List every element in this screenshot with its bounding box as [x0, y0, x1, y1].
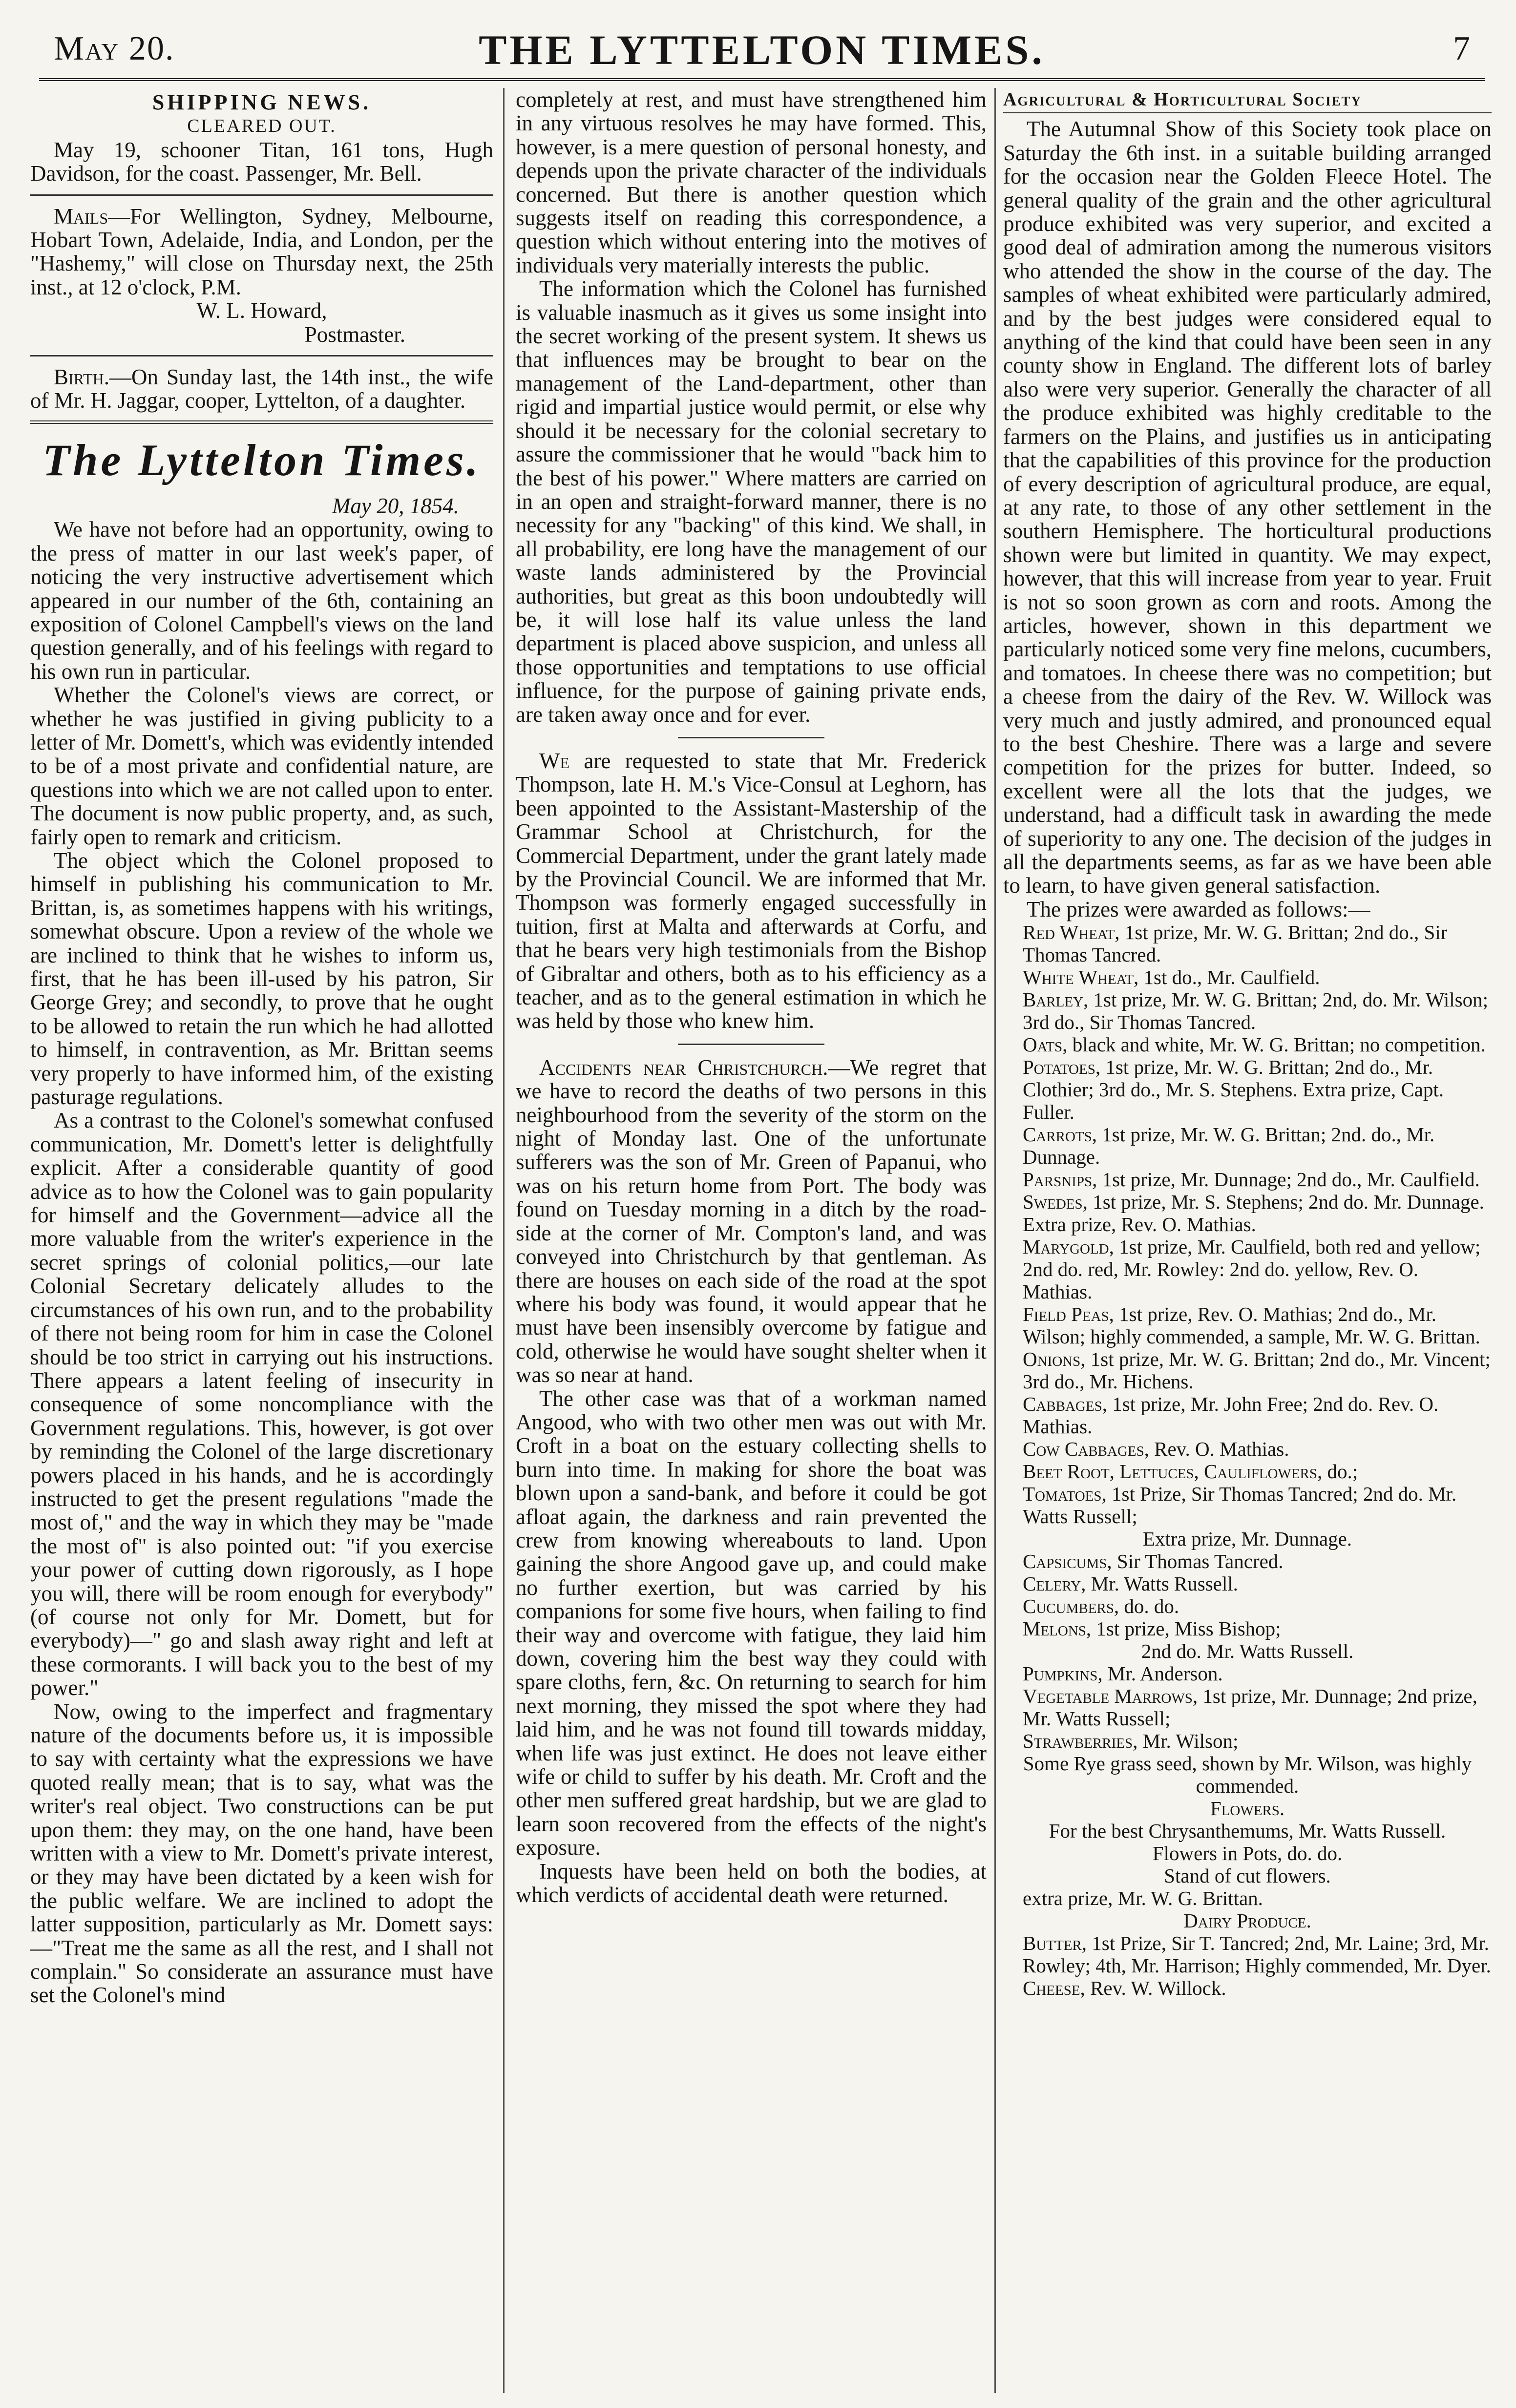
prize-entry [1003, 1348, 1492, 1393]
postmaster-title: Postmaster. [304, 322, 405, 347]
prize-item: Celery, [1023, 1572, 1086, 1595]
page-number: 7 [1453, 30, 1470, 67]
flowers-entry: Flowers in Pots, do. do. [1152, 1842, 1343, 1865]
editorial-paragraph: Whether the Colonel's views are correct, or whether he was justified in giving publicity to a letter of Mr. Domett's, which was evidently intended to be of a most private and confidential nature, are questions into which we are not called upon to enter. The document is now public property, and, as such, fairly open to remark and criticism. [30, 683, 493, 849]
prize-entry [1003, 1168, 1492, 1191]
editorial-banner: The Lyttelton Times. [42, 435, 481, 485]
prize-extra: 2nd do. Mr. Watts Russell. [1141, 1640, 1354, 1663]
prize-entry [1003, 1303, 1492, 1348]
prizes-intro: The prizes were awarded as follows:— [1027, 897, 1370, 921]
prize-text: 1st prize, Mr. W. G. Brittan; 2nd do., Mr. Clothier; 3rd do., Mr. S. Stephens. Extra prize, Capt. Fuller. [1023, 1056, 1444, 1124]
prize-item: Cow Cabbages, [1023, 1438, 1149, 1461]
column-2 [516, 88, 987, 2393]
accidents-lead: Accidents near Christchurch. [539, 1055, 828, 1080]
divider [30, 420, 493, 424]
prize-item: Field Peas, [1023, 1303, 1114, 1326]
prize-entry [1003, 1595, 1492, 1617]
prize-text: 1st Prize, Sir Thomas Tancred; 2nd do. Mr. Watts Russell; [1023, 1483, 1457, 1528]
flowers-entry: extra prize, Mr. W. G. Brittan. [1023, 1887, 1263, 1910]
accidents-paragraph: The other case was that of a workman named Angood, who with two other men was out with Mr. Croft in a boat on the estuary collecting shells to burn into time. In making for shore the boat was blown upon a sand-bank, and before it could be got afloat again, the darkness and rain prevented the crew from knowing whereabouts to land. Upon gaining the shore Angood gave up, and could make no further exertion, but was carried by his companions for some five hours, when failing to find their way and overcome with fatigue, they laid him down, covering him the best way they could with spare cloths, fern, &c. On returning to search for him next morning, they missed the spot where they had laid him, and he was not found till towards midday, when life was just extinct. He does not leave either wife or child to suffer by his death. Mr. Croft and the other men suffered great hardship, but we are glad to learn soon recovered from the effects of the night's exposure. [516, 1386, 987, 1860]
prize-item: Cabbages, [1023, 1393, 1107, 1416]
prize-item: Capsicums, [1023, 1550, 1112, 1573]
prize-entry [1003, 1617, 1492, 1640]
prize-entry [1003, 1572, 1492, 1595]
prize-item: Oats, [1023, 1033, 1068, 1056]
column-3 [1003, 88, 1492, 2393]
shipping-heading: SHIPPING NEWS. [152, 90, 372, 114]
prize-entry [1003, 1662, 1492, 1685]
prize-item: Carrots, [1023, 1123, 1097, 1146]
prize-entry [1003, 1123, 1492, 1168]
prize-item: Strawberries, [1023, 1730, 1138, 1753]
prize-entry [1003, 1685, 1492, 1730]
prize-item: Parsnips, [1023, 1168, 1097, 1191]
mails-lead: Mails [54, 204, 108, 229]
thompson-notice [516, 749, 987, 1033]
prize-text: 1st prize, Mr. W. G. Brittan; 2nd do., Mr. Vincent; 3rd do., Mr. Hichens. [1023, 1348, 1491, 1393]
divider [678, 1044, 824, 1045]
mails-notice [30, 205, 493, 299]
editorial-paragraph: Now, owing to the imperfect and fragmentary nature of the documents before us, it is impossible to say with certainty what the expressions we have quoted really mean; that is to say, what was the writer's real object. Two constructions can be put upon them: they may, on the one hand, have been written with a view to Mr. Domett's private interest, or they may have been dictated by a keen wish for the public welfare. We are inclined to adopt the latter supposition, particularly as Mr. Domett says:—"Treat me the same as all the rest, and I shall not complain." So considerate an assurance must have set the Colonel's mind [30, 1699, 493, 2008]
divider [30, 194, 493, 196]
prize-entry [1003, 1977, 1492, 1999]
postmaster-name: W. L. Howard, [196, 298, 327, 323]
accidents-text: —We regret that we have to record the deaths of two persons in this neighbourhood from the severity of the storm on the night of Monday last. One of the unfortunate sufferers was the son of Mr. Green of Papanui, who was on his return home from Port. The body was found on Tuesday morning in a ditch by the road-side at the corner of Mr. Compton's land, and was conveyed into Christchurch by that gentleman. As there are houses on each side of the road at the spot where his body was found, it would appear that he must have been insensibly overcome by fatigue and cold, otherwise he would have sought shelter when it was so near at hand. [516, 1055, 987, 1387]
editorial-paragraph: completely at rest, and must have strengthened him in any virtuous resolves he may have formed. This, however, is a mere question of personal honesty, and depends upon the private character of the individuals concerned. But there is another question which suggests itself on reading this correspondence, a question which without entering into the motives of individuals very materially interests the public. [516, 88, 987, 277]
divider [30, 355, 493, 356]
prize-entry [1003, 1460, 1492, 1483]
prize-item: Barley, [1023, 988, 1089, 1011]
prize-entry [1003, 1235, 1492, 1303]
prize-item: Swedes, [1023, 1191, 1088, 1214]
prize-text: 1st do., Mr. Caulfield. [1138, 966, 1320, 989]
prize-text: 1st prize, Mr. S. Stephens; 2nd do. Mr. Dunnage. Extra prize, Rev. O. Mathias. [1023, 1191, 1484, 1236]
column-rule [503, 88, 505, 2393]
prize-entry [1003, 921, 1492, 966]
editorial-paragraph: The information which the Colonel has furnished is valuable inasmuch as it gives us some insight into the secret working of the present system. It shews us that influences may be brought to bear on the management of the Land-department, other than rigid and impartial justice would permit, or else why should it be necessary for the colonial secretary to assure the commissioner that he would "back him to the best of his power." Where matters are carried on in an open and straight-forward manner, there is no necessity for any "backing" of this kind. We shall, in all probability, ere long have the management of our waste lands administered by the Provincial authorities, but great as this boon undoubtedly will be, it will lose half its value unless the land department is placed above suspicion, and unless all those opportunities and temptations to use official influence, for the purpose of gaining private ends, are taken away once and for ever. [516, 276, 987, 727]
show-report: The Autumnal Show of this Society took place on Saturday the 6th inst. in a suitable building arranged for the occasion near the Golden Fleece Hotel. The general quality of the grain and the other agricultural produce exhibited was very superior, and excited a good deal of admiration among the numerous visitors who attended the show in the course of the day. The samples of wheat exhibited were particularly admired, and by the best judges were considered equal to anything of the kind that could have been seen in any county show in England. The different lots of barley also were very superior. Generally the character of all the produce exhibited was highly creditable to the farmers on the Plains, and justifies us in anticipating that the capabilities of this province for the production of every description of agricultural produce, are equal, at any rate, to those of any other settlement in the southern Hemisphere. The horticultural productions shown were but limited in quantity. We may expect, however, that this will increase from year to year. Fruit is not so soon grown as corn and roots. Among the articles, however, shown in this department we particularly noticed some very fine melons, cucumbers, and tomatoes. In cheese there was no competition; but a cheese from the dairy of the Rev. W. Willock was very much and justly admired, and pronounced equal to the best Cheshire. There was a large and severe competition for the prizes for butter. Indeed, so excellent were all the lots that the judges, we understand, had a difficult task in awarding the mede of superiority to any one. The decision of the judges in all the departments seems, as far as we have been able to learn, to have given general satisfaction. [1003, 117, 1492, 898]
column-rule [994, 88, 996, 2393]
newspaper-title: THE LYTTELTON TIMES. [479, 26, 1045, 73]
thompson-lead: We [539, 748, 570, 773]
prize-text: 1st prize, Mr. Dunnage; 2nd prize, Mr. Watts Russell; [1023, 1685, 1477, 1730]
prize-text: 1st prize, Mr. John Free; 2nd do. Rev. O. Mathias. [1023, 1393, 1439, 1438]
prize-text: 1st prize, Miss Bishop; [1091, 1617, 1281, 1640]
prize-text: 1st prize, Mr. W. G. Brittan; 2nd, do. Mr. Wilson; 3rd do., Sir Thomas Tancred. [1023, 988, 1489, 1034]
prize-entry [1003, 1438, 1492, 1460]
dairy-heading: Dairy Produce. [1183, 1909, 1311, 1932]
prize-item: Vegetable Marrows, [1023, 1685, 1198, 1708]
prize-entry [1003, 1033, 1492, 1056]
editorial-paragraph: As a contrast to the Colonel's somewhat confused communication, Mr. Domett's letter is delightfully explicit. After a considerable quantity of good advice as to how the Colonel was to gain popularity for himself and the Government—advice all the more valuable from the writer's experience in the secret springs of colonial politics,—our late Colonial Secretary delicately alludes to the circumstances of his own run, and to the probability of there not being room for him in case the Colonel should be too strict in carrying out his instructions. There appears a latent feeling of insecurity in consequence of some noncompliance with the Government regulations. This, however, is got over by reminding the Colonel of the large discretionary powers placed in his hands, and he is accordingly instructed to get the present regulations "made the most of," and the way in which they may be "made the most of" is also pointed out: "if you exercise your power of cutting down rigorously, as I hope you will, there will be room enough for everybody" (of course not only for Mr. Domett, but for everybody)—" go and slash away right and left at these cormorants. I will back you to the best of my power." [30, 1108, 493, 1700]
prize-item: Red Wheat, [1023, 921, 1120, 944]
birth-text: —On Sunday last, the 14th inst., the wife of Mr. H. Jaggar, cooper, Lyttelton, of a daughter. [30, 365, 493, 413]
prize-item: Cucumbers, [1023, 1595, 1119, 1618]
prize-text: do. do. [1119, 1595, 1179, 1618]
prize-item: Tomatoes, [1023, 1483, 1107, 1506]
masthead [39, 20, 1485, 81]
prize-text: do.; [1322, 1460, 1358, 1483]
prize-entry [1003, 988, 1492, 1033]
prize-text: 1st prize, Mr. W. G. Brittan; 2nd do., Sir Thomas Tancred. [1023, 921, 1448, 966]
prize-item: Melons, [1023, 1617, 1092, 1640]
accidents-paragraph: Inquests have been held on both the bodies, at which verdicts of accidental death were returned. [516, 1859, 987, 1907]
prize-item: Butter, [1023, 1932, 1087, 1955]
prize-item: Potatoes, [1023, 1056, 1101, 1079]
prize-text: Mr. Anderson. [1102, 1662, 1223, 1685]
prize-entry [1003, 1932, 1492, 1977]
prize-text: Sir Thomas Tancred. [1112, 1550, 1284, 1573]
editorial-dateline: May 20, 1854. [332, 493, 459, 518]
divider [678, 737, 824, 738]
prize-text: Rev. O. Mathias. [1149, 1438, 1289, 1461]
issue-date: May 20. [54, 30, 175, 67]
accidents-notice [516, 1056, 987, 1387]
prize-entry [1003, 966, 1492, 988]
prize-text: Rev. W. Willock. [1085, 1977, 1226, 2000]
prize-text: black and white, Mr. W. G. Brittan; no competition. [1067, 1033, 1486, 1056]
prize-entry [1003, 1730, 1492, 1752]
cleared-out-heading: CLEARED OUT. [187, 116, 337, 137]
birth-notice [30, 365, 493, 413]
cleared-notice: May 19, schooner Titan, 161 tons, Hugh Davidson, for the coast. Passenger, Mr. Bell. [30, 137, 493, 186]
prize-text: 1st prize, Rev. O. Mathias; 2nd do., Mr. Wilson; highly commended, a sample, Mr. W. G. Brittan. [1023, 1303, 1480, 1348]
thompson-text: are requested to state that Mr. Frederick Thompson, late H. M.'s Vice-Consul at Leghorn, has been appointed to the Assistant-Mastership of the Grammar School at Christchurch, for the Commercial Department, under the grant lately made by the Provincial Council. We are informed that Mr. Thompson was formerly engaged successfully in tuition, first at Malta and afterwards at Corfu, and that he bears very high testimonials from the Bishop of Gibraltar and others, both as to his efficiency as a teacher, and as to the general estimation in which he was held by those who knew him. [516, 748, 987, 1033]
editorial-paragraph: We have not before had an opportunity, owing to the press of matter in our last week's paper, of noticing the very instructive advertisement which appeared in our number of the 6th, containing an exposition of Colonel Campbell's views on the land question generally, and of his feelings with regard to his own run in particular. [30, 517, 493, 684]
column-1 [30, 88, 493, 2393]
prize-item: Onions, [1023, 1348, 1086, 1371]
prize-text: Mr. Wilson; [1137, 1730, 1239, 1753]
flowers-heading: Flowers. [1210, 1797, 1285, 1820]
agricultural-heading: Agricultural & Horticultural Society [1003, 88, 1492, 113]
prize-item: Marygold, [1023, 1235, 1114, 1258]
prize-entry [1003, 1056, 1492, 1123]
prize-item: Beet Root, Lettuces, Cauliflowers, [1023, 1460, 1323, 1483]
prize-text: 1st prize, Mr. Dunnage; 2nd do., Mr. Caulfield. [1097, 1168, 1480, 1191]
prize-text: 1st prize, Mr. W. G. Brittan; 2nd. do., Mr. Dunnage. [1023, 1123, 1435, 1169]
prize-entry [1003, 1550, 1492, 1572]
mails-text: —For Wellington, Sydney, Melbourne, Hobart Town, Adelaide, India, and London, per the "Hashemy," will close on Thursday next, the 25th inst., at 12 o'clock, P.M. [30, 204, 493, 299]
prize-item: White Wheat, [1023, 966, 1139, 989]
prize-entry [1003, 1483, 1492, 1528]
flowers-entry: For the best Chrysanthemums, Mr. Watts Russell. [1049, 1820, 1446, 1843]
prize-item: Pumpkins, [1023, 1662, 1103, 1685]
flowers-entry: Stand of cut flowers. [1164, 1864, 1331, 1887]
prize-text: 1st prize, Mr. Caulfield, both red and yellow; 2nd do. red, Mr. Rowley: 2nd do. yellow, Rev. O. Mathias. [1023, 1235, 1481, 1303]
prize-entry [1003, 1191, 1492, 1235]
prize-entry [1003, 1393, 1492, 1438]
grass-seed-note: Some Rye grass seed, shown by Mr. Wilson, was highly commended. [1023, 1752, 1472, 1798]
birth-lead: Birth. [54, 365, 109, 390]
editorial-paragraph: The object which the Colonel proposed to himself in publishing his communication to Mr. Brittan, is, as sometimes happens with his writings, somewhat obscure. Upon a review of the whole we are inclined to think that he wishes to inform us, first, that he has been ill-used by his patron, Sir George Grey; and secondly, to prove that he ought to be allowed to retain the run which he had allotted to himself, in contravention, as Mr. Brittan seems very properly to have informed him, of the existing pasturage regulations. [30, 848, 493, 1110]
prize-extra: Extra prize, Mr. Dunnage. [1142, 1528, 1352, 1550]
prize-item: Cheese, [1023, 1977, 1085, 2000]
prize-text: Mr. Watts Russell. [1086, 1572, 1238, 1595]
prize-text: 1st Prize, Sir T. Tancred; 2nd, Mr. Laine; 3rd, Mr. Rowley; 4th, Mr. Harrison; Highly commended, Mr. Dyer. [1023, 1932, 1491, 1977]
